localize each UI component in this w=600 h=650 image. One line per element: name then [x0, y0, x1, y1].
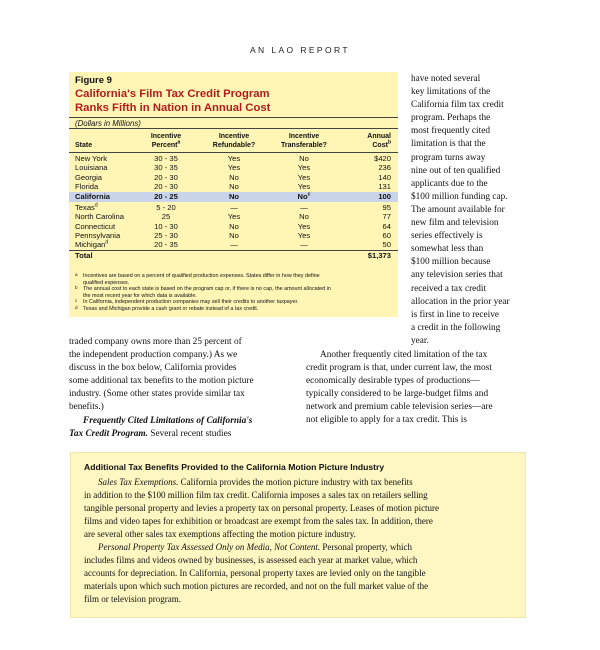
footnote-mark: b — [75, 285, 78, 291]
cell-state: North Carolina — [75, 212, 124, 222]
text-line: are several other sales tax exemptions affecting the motion picture industry. — [84, 529, 356, 539]
text-line: is first in line to receive — [411, 309, 500, 320]
text-line: somewhat less than — [411, 244, 484, 255]
cell-cost: 100 — [378, 192, 391, 202]
figure-footnotes — [75, 273, 395, 313]
body-text: Personal property, which — [320, 542, 413, 552]
footnote-mark: c — [307, 191, 311, 198]
figure-title-line: Ranks Fifth in Nation in Annual Cost — [75, 101, 271, 114]
cell-text: Texas — [75, 203, 95, 213]
table-body — [69, 154, 398, 260]
cell-text: No — [297, 192, 308, 202]
figure-title-line: California's Film Tax Credit Program — [75, 88, 270, 100]
cell-percent: 5 - 20 — [156, 203, 176, 213]
cell-cost: 236 — [378, 163, 391, 173]
figure-9-panel — [69, 72, 398, 317]
table-row — [69, 173, 398, 182]
footnote-line: the most recent year for which data is available. — [83, 292, 197, 299]
footnote-line: In California, independent production companies may sell their credits to another taxpayer. — [83, 299, 299, 306]
figure-units: (Dollars in Millions) — [69, 117, 398, 129]
table-row — [69, 240, 398, 249]
text-line: a credit in the following — [411, 322, 501, 333]
text-line: economically desirable types of productions— — [306, 376, 480, 387]
cell-refundable: Yes — [227, 163, 241, 173]
cell-state: California — [75, 192, 111, 202]
footnote-line: Texas and Michigan provide a cash grant or rebate instead of a tax credit. — [83, 305, 259, 312]
text-line: discuss in the box below, California provides — [69, 363, 237, 374]
cell-cost: 50 — [382, 240, 391, 250]
section-heading — [69, 415, 294, 428]
text-line: California film tax credit — [411, 100, 504, 111]
table-header — [69, 130, 398, 152]
footnote-mark: a — [177, 139, 181, 146]
table-row — [69, 231, 398, 240]
text-line: program. Perhaps the — [411, 113, 491, 124]
cell-percent: 30 - 35 — [154, 163, 178, 173]
text-line: accounts for depreciation. In California, personal property taxes are levied only on the tangible — [84, 568, 426, 578]
table-row — [69, 182, 398, 191]
footnote-mark: d — [105, 239, 109, 246]
table-row — [69, 222, 398, 231]
cell-transferable: Yes — [297, 163, 311, 173]
cell-state: Florida — [75, 181, 99, 191]
text-line: new film and television — [411, 218, 499, 229]
column-header-refundable — [201, 133, 267, 150]
left-column-text — [69, 336, 294, 441]
text-line: key limitations of the — [411, 87, 491, 98]
text-line: materials upon which such motion pictures are recorded, and not on the full market value of the — [84, 581, 429, 591]
text-line: includes films and videos owned by businesses, is assessed each year at market value, which — [84, 555, 418, 565]
header-text: Incentive — [150, 133, 182, 140]
cell-transferable: — — [300, 240, 308, 250]
cell-transferable: Yes — [297, 221, 311, 231]
box-title: Additional Tax Benefits Provided to the California Motion Picture Industry — [84, 462, 385, 472]
body-text: California provides the motion picture industry with tax benefits — [178, 477, 413, 487]
cell-cost: 140 — [378, 172, 391, 182]
cell-refundable: — — [230, 203, 238, 213]
cell-percent: 25 - 30 — [154, 231, 178, 241]
text-line: any television series that — [411, 270, 503, 281]
column-header-state: State — [75, 141, 93, 149]
cell-refundable: — — [230, 240, 238, 250]
total-value: $1,373 — [367, 250, 391, 260]
text-line: traded company owns more than 25 percent of — [69, 337, 242, 347]
text-line — [84, 541, 514, 554]
text-line: network and premium cable television series—are — [306, 402, 493, 413]
cell-percent: 25 — [161, 212, 171, 222]
text-line: program turns away — [411, 152, 486, 163]
cell-percent: 20 - 30 — [154, 172, 178, 182]
header-text: Incentive — [218, 133, 250, 140]
cell-cost: 77 — [382, 212, 391, 222]
footnote-mark: d — [75, 304, 78, 310]
text-line: applicants due to the — [411, 178, 488, 189]
paragraph-heading: Personal Property Tax Assessed Only on Media, Not Content. — [98, 542, 321, 552]
text-line: some additional tax benefits to the motion picture — [69, 376, 254, 387]
text-line: nine out of ten qualified — [411, 165, 501, 176]
column-header-cost — [339, 133, 391, 150]
text-line — [69, 428, 294, 441]
cell-transferable: Yes — [297, 231, 311, 241]
cell-cost: 95 — [382, 203, 391, 213]
footnote-line: Incentives are based on a percent of qualified production expenses. States differ in how they define — [83, 273, 320, 279]
cell-transferable — [269, 192, 339, 202]
mid-column-text — [306, 349, 540, 428]
column-header-transferable — [269, 133, 339, 150]
text-line: allocation in the prior year — [411, 296, 510, 307]
total-label: Total — [75, 250, 93, 260]
text-line: tangible personal property and levies a property tax on personal property. Leases of motion picture — [84, 503, 440, 513]
header-text: Refundable? — [212, 141, 256, 149]
text-line: The amount available for — [411, 204, 505, 215]
cell-state: Louisiana — [75, 163, 108, 173]
body-text: Several recent studies — [147, 428, 232, 439]
cell-state: Pennsylvania — [75, 231, 121, 241]
cell-percent: 30 - 35 — [154, 154, 178, 163]
text-line: $100 million funding cap. — [411, 191, 508, 202]
text-line: film or television program. — [84, 594, 181, 604]
figure-label: Figure 9 — [75, 75, 112, 86]
column-header-percent — [139, 133, 193, 150]
text-line: received a tax credit — [411, 283, 487, 294]
cell-cost: $420 — [374, 154, 391, 163]
table-total-row — [69, 250, 398, 260]
footnote-line: The annual cost to each state is based on the program cap or, if there is no cap, the amount allocated in — [83, 286, 331, 293]
cell-percent: 10 - 30 — [154, 221, 178, 231]
cell-transferable: Yes — [297, 172, 311, 182]
table-rule — [69, 152, 398, 153]
cell-state: Georgia — [75, 172, 103, 182]
paragraph-heading: Sales Tax Exemptions. — [98, 477, 179, 487]
cell-state — [75, 203, 98, 212]
header-text: Incentive — [288, 133, 320, 140]
report-header: AN LAO REPORT — [249, 45, 350, 55]
cell-refundable: No — [229, 172, 239, 182]
heading-text: Tax Credit Program. — [69, 428, 148, 439]
text-line: films and video tapes for exhibition or broadcast are exempt from the sales tax. In addition, there — [84, 516, 433, 526]
footnote-mark: b — [387, 139, 391, 146]
footnote — [75, 286, 395, 299]
text-line: most frequently cited — [411, 126, 491, 137]
cell-state — [75, 240, 108, 249]
footnote — [75, 299, 395, 306]
footnote — [75, 273, 395, 286]
cell-transferable: Yes — [297, 181, 311, 191]
cell-cost: 131 — [378, 181, 391, 191]
footnote-mark: c — [75, 298, 78, 304]
figure-title — [75, 88, 395, 115]
header-text: Transferable? — [281, 141, 327, 149]
cell-percent: 20 - 35 — [154, 240, 178, 250]
table-row — [69, 212, 398, 221]
cell-refundable: Yes — [227, 154, 241, 163]
cell-text: Michigan — [75, 240, 106, 250]
text-line: industry. (Some other states provide similar tax — [69, 389, 245, 400]
box-body — [84, 476, 514, 606]
cell-cost: 64 — [382, 221, 391, 231]
text-line: have noted several — [411, 74, 481, 84]
cell-percent: 20 - 25 — [154, 192, 178, 202]
cell-refundable: No — [228, 192, 240, 202]
cell-refundable: No — [229, 221, 239, 231]
text-line: benefits.) — [69, 402, 104, 413]
cell-state: New York — [75, 154, 108, 163]
footnote-mark: a — [75, 272, 78, 277]
cell-refundable: No — [229, 231, 239, 241]
text-line — [84, 476, 514, 489]
table-row — [69, 163, 398, 172]
cell-transferable: No — [299, 154, 309, 163]
text-line: Another frequently cited limitation of the tax — [320, 350, 488, 360]
header-text: Cost — [372, 141, 388, 149]
heading-text: Frequently Cited Limitations of California's — [83, 415, 253, 426]
header-text: Annual — [367, 133, 391, 140]
footnote — [75, 306, 395, 313]
text-line: typically considered to be large-budget films and — [306, 389, 489, 400]
text-line: not eligible to apply for a tax credit. This is — [306, 415, 467, 426]
table-row — [69, 203, 398, 212]
cell-state: Connecticut — [75, 221, 116, 231]
text-line: $100 million because — [411, 257, 491, 268]
footnote-line: qualified expenses. — [83, 279, 130, 286]
cell-refundable: No — [229, 181, 239, 191]
text-line: series effectively is — [411, 231, 483, 242]
cell-cost: 60 — [382, 231, 391, 241]
right-column-text — [411, 73, 551, 348]
cell-refundable: Yes — [227, 212, 241, 222]
text-line: credit program is that, under current law, the most — [306, 363, 492, 374]
table-row-highlighted — [69, 192, 398, 202]
table-row — [69, 154, 398, 163]
text-line: in addition to the $100 million film tax credit. California imposes a sales tax on retailers selling — [84, 490, 428, 500]
header-text: Percent — [151, 141, 178, 149]
cell-transferable: — — [300, 203, 308, 213]
text-line: year. — [411, 335, 429, 346]
text-line: limitation is that the — [411, 139, 486, 150]
footnote-mark: d — [94, 202, 98, 209]
cell-percent: 20 - 30 — [154, 181, 178, 191]
tax-benefits-box — [70, 452, 526, 618]
text-line: the independent production company.) As we — [69, 350, 238, 361]
cell-transferable: No — [299, 212, 309, 222]
